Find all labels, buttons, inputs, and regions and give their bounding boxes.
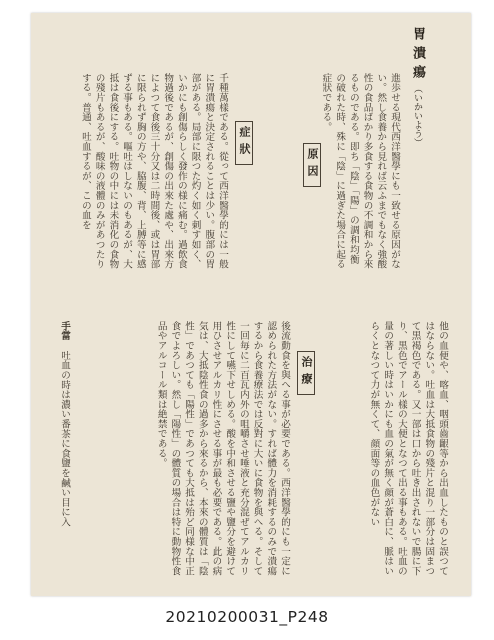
image-caption: 20210200031_P248	[165, 608, 329, 626]
article-title	[408, 27, 427, 147]
section-heading-cause	[303, 143, 321, 187]
title-reading: （いかいよう）	[412, 84, 422, 147]
treatment-paragraph: 後流動食を與へる事が必要である。西洋醫學的にも一定に認められた方法がない。すれば體力を消耗するのみで潰瘍するから食養療法では反對に大いに食物を與へる。そして一回毎に二百瓦内外の咀嚼させ唾液と充分混ぜてアルカリ性にして嚥下せしめる。酸を中和させる鹽や鹽分を避けて用ひさせアルカリ性にさせる事が最も必要である。此の病気は、大抵陰性食の過多から來るから、本來の體質は「陰性」であつても「陽性」であつても大抵は殆ど同様な中正食でよろしい。然し「陽性」の體質の場合は特に動物性食品やアルコール類は絶禁である。	[155, 321, 290, 576]
note-text: 吐血の時は濃い番茶に食鹽を鹹い目に入	[59, 350, 70, 527]
document-page	[31, 13, 471, 596]
blood-paragraph: 他の血便や、喀血、咽頭齒齦等から出血したものと誤つてはならない。吐血は大抵食物の殘片と混り一部分は固まつて黒褐色である。又一部は口から吐き出されないで腸に下り、黒色でアール樣の大便となつて出る事もある。吐血の量の著しい時はいかにも血の氣が無く顔が蒼白に、脈はいらくとなつて力が無くて、顔面等の血色がない	[368, 321, 448, 576]
cause-heading-text: 原因	[306, 148, 319, 182]
symptom-paragraph: 千種萬樣である。從って西洋醫學的には一般に胃潰瘍と決定されることは少い。腹部の胃部がある。局部に限つた灼く如く刺す如く、いかにも創傷らしく發作の様に痛む。過飲食物過後であるが、創傷の出來た處や、出來方によつて食後三十分又は二時間後、或は胃部に限られず胸の方や、脇腹、背、上膊等に感ずる事もある。嘔吐はしないのもあるが、大抵は食後にする。吐物の中には未消化の食物の殘片もあるが、酸味の液體のみがあつたりする。普通、吐血するが、この血を	[79, 73, 228, 269]
section-heading-treatment	[297, 351, 315, 395]
note-label: 手當	[59, 321, 70, 341]
title-text: 胃潰瘍	[410, 27, 425, 84]
section-heading-symptom	[235, 121, 253, 165]
treatment-heading-text: 治療	[300, 356, 313, 390]
symptom-heading-text: 症狀	[238, 126, 251, 160]
first-aid-note	[53, 321, 71, 583]
intro-paragraph: 進歩せる現代西洋醫學にも一致せる原因がない。然し食養から見れば云ふまでもなく強酸性の食品ばかり多食する食物の不調和から來るものである。即ち「陰」「陽」の調和均衡の破れた時、殊に「陰」に過ぎた場合に起る症狀である。	[320, 73, 400, 269]
